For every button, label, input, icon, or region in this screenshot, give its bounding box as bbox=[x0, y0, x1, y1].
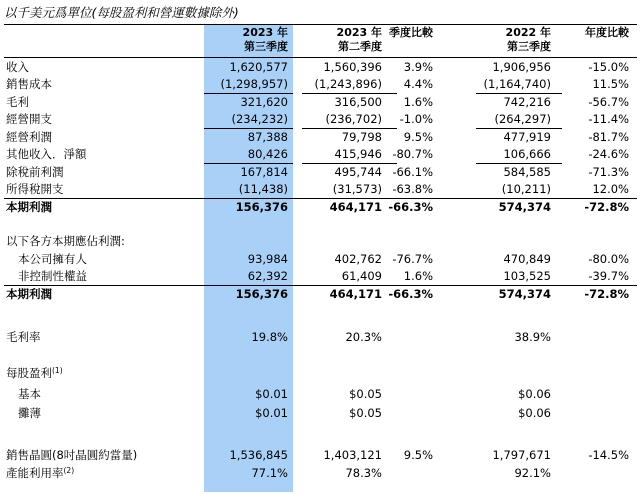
table-cell: $0.05 bbox=[349, 387, 382, 401]
table-cell: 所得稅開支 bbox=[6, 182, 64, 196]
table-row bbox=[4, 251, 637, 267]
table-cell: 1.6% bbox=[403, 269, 433, 283]
header-col-2023q3 bbox=[243, 26, 288, 56]
table-row bbox=[4, 164, 637, 180]
table-row bbox=[4, 76, 637, 92]
table-cell: 每股盈利 bbox=[6, 366, 52, 380]
table-cell: -56.7% bbox=[588, 95, 629, 109]
table-row bbox=[4, 386, 637, 402]
table-row-total bbox=[4, 286, 637, 302]
table-cell: 156,376 bbox=[235, 287, 288, 301]
table-cell: 79,798 bbox=[341, 130, 382, 144]
table-row bbox=[4, 405, 637, 421]
table-cell: 574,374 bbox=[498, 200, 551, 214]
table-cell: 1,797,671 bbox=[492, 448, 551, 462]
table-cell: 1,403,121 bbox=[323, 448, 382, 462]
table-row bbox=[4, 111, 637, 127]
table-cell: 61,409 bbox=[341, 269, 382, 283]
table-cell: -66.3% bbox=[388, 287, 433, 301]
table-cell: 其他收入．淨額 bbox=[6, 147, 87, 161]
table-cell: -71.3% bbox=[588, 165, 629, 179]
table-cell: -63.8% bbox=[392, 182, 433, 196]
table-cell: 156,376 bbox=[235, 200, 288, 214]
table-cell: (1,243,896) bbox=[314, 77, 382, 91]
table-cell: (31,573) bbox=[332, 182, 382, 196]
table-cell: 本期利潤 bbox=[6, 287, 52, 301]
table-cell: 464,171 bbox=[329, 287, 382, 301]
table-cell: 103,525 bbox=[503, 269, 551, 283]
table-cell: 第三季度 bbox=[507, 40, 551, 53]
table-cell: 87,388 bbox=[247, 130, 288, 144]
table-cell: 402,762 bbox=[334, 252, 382, 266]
table-cell: (236,702) bbox=[325, 112, 382, 126]
table-cell: 11.5% bbox=[592, 77, 629, 91]
table-cell: 收入 bbox=[6, 60, 29, 74]
table-cell: (264,297) bbox=[494, 112, 551, 126]
table-cell: 1,620,577 bbox=[229, 60, 288, 74]
table-row bbox=[4, 447, 637, 463]
header-col-2023q2 bbox=[337, 26, 382, 56]
table-cell: 除稅前利潤 bbox=[6, 165, 64, 179]
table-cell: 9.5% bbox=[403, 130, 433, 144]
table-cell: 167,814 bbox=[240, 165, 288, 179]
footnote-marker: (2) bbox=[63, 466, 75, 475]
table-row bbox=[4, 129, 637, 145]
table-cell: $0.01 bbox=[255, 406, 288, 420]
table-cell: 92.1% bbox=[514, 466, 551, 480]
table-cell: 321,620 bbox=[240, 95, 288, 109]
table-cell: -72.8% bbox=[584, 287, 629, 301]
section-title bbox=[4, 233, 637, 249]
table-cell: -66.3% bbox=[388, 200, 433, 214]
table-cell: -1.0% bbox=[399, 112, 433, 126]
table-cell: 銷售晶圓(8吋晶圓約當量) bbox=[6, 448, 138, 462]
table-cell: -80.7% bbox=[392, 147, 433, 161]
table-cell: -81.7% bbox=[588, 130, 629, 144]
table-cell: 477,919 bbox=[503, 130, 551, 144]
table-row bbox=[4, 181, 637, 197]
table-cell: 742,216 bbox=[503, 95, 551, 109]
table-cell: 非控制性權益 bbox=[18, 269, 87, 283]
table-cell: (10,211) bbox=[501, 182, 551, 196]
table-cell: $0.06 bbox=[518, 406, 551, 420]
table-cell: $0.01 bbox=[255, 387, 288, 401]
table-cell: 毛利 bbox=[6, 95, 29, 109]
table-cell: -11.4% bbox=[588, 112, 629, 126]
table-cell: 1,560,396 bbox=[323, 60, 382, 74]
table-cell: 產能利用率 bbox=[6, 466, 64, 480]
table-cell: 470,849 bbox=[503, 252, 551, 266]
header-col-qoq: 季度比較 bbox=[389, 26, 433, 39]
table-cell: 4.4% bbox=[403, 77, 433, 91]
table-row bbox=[4, 268, 637, 284]
table-cell: (234,232) bbox=[231, 112, 288, 126]
table-cell: 1,906,956 bbox=[492, 60, 551, 74]
table-row bbox=[4, 465, 637, 481]
table-cell: -15.0% bbox=[588, 60, 629, 74]
table-cell: 基本 bbox=[18, 387, 41, 401]
table-cell: 第三季度 bbox=[244, 40, 288, 53]
table-cell: 1,536,845 bbox=[229, 448, 288, 462]
header-rule bbox=[4, 57, 637, 58]
table-cell: 攤薄 bbox=[18, 406, 41, 420]
table-cell: 2023 年 bbox=[242, 26, 288, 39]
table-cell: $0.06 bbox=[518, 387, 551, 401]
table-row bbox=[4, 329, 637, 345]
table-row bbox=[4, 146, 637, 162]
table-cell: 毛利率 bbox=[6, 330, 41, 344]
table-cell: 3.9% bbox=[403, 60, 433, 74]
table-cell: $0.05 bbox=[349, 406, 382, 420]
table-cell: -72.8% bbox=[584, 200, 629, 214]
table-cell: (11,438) bbox=[238, 182, 288, 196]
table-cell: 2022 年 bbox=[505, 26, 551, 39]
header-col-yoy: 年度比較 bbox=[585, 26, 629, 39]
table-cell: -66.1% bbox=[392, 165, 433, 179]
table-cell: 464,171 bbox=[329, 200, 382, 214]
table-header bbox=[4, 26, 637, 56]
table-cell: 62,392 bbox=[247, 269, 288, 283]
table-cell: 本公司擁有人 bbox=[18, 252, 87, 266]
footnote-marker: (1) bbox=[52, 366, 63, 375]
table-cell: 77.1% bbox=[251, 466, 288, 480]
table-cell: 415,946 bbox=[334, 147, 382, 161]
table-cell: 20.3% bbox=[345, 330, 382, 344]
table-cell: 106,666 bbox=[503, 147, 551, 161]
table-cell: 銷售成本 bbox=[6, 77, 52, 91]
section-title bbox=[4, 365, 637, 381]
table-cell: 574,374 bbox=[498, 287, 551, 301]
table-cell: 93,984 bbox=[247, 252, 288, 266]
table-cell: 第二季度 bbox=[338, 40, 382, 53]
table-row-total bbox=[4, 199, 637, 215]
table-cell: -39.7% bbox=[588, 269, 629, 283]
table-cell: 本期利潤 bbox=[6, 200, 52, 214]
table-cell: (1,298,957) bbox=[220, 77, 288, 91]
table-cell: -14.5% bbox=[588, 448, 629, 462]
table-cell: 495,744 bbox=[334, 165, 382, 179]
table-caption: 以千美元爲單位(每股盈利和營運數據除外) bbox=[4, 5, 239, 20]
table-cell: 經營利潤 bbox=[6, 130, 52, 144]
table-cell: 584,585 bbox=[503, 165, 551, 179]
table-row bbox=[4, 59, 637, 75]
table-cell: 1.6% bbox=[403, 95, 433, 109]
table-cell: -24.6% bbox=[588, 147, 629, 161]
table-cell: 80,426 bbox=[247, 147, 288, 161]
table-cell: -76.7% bbox=[392, 252, 433, 266]
financial-table bbox=[4, 24, 637, 492]
table-cell: 12.0% bbox=[592, 182, 629, 196]
table-cell: 78.3% bbox=[345, 466, 382, 480]
table-cell: -80.0% bbox=[588, 252, 629, 266]
table-cell: 38.9% bbox=[514, 330, 551, 344]
table-cell: 經營開支 bbox=[6, 112, 52, 126]
table-cell: 以下各方本期應佔利潤: bbox=[6, 234, 125, 248]
table-cell: 9.5% bbox=[403, 448, 433, 462]
table-cell: 316,500 bbox=[334, 95, 382, 109]
header-col-2022q3 bbox=[506, 26, 551, 56]
table-row bbox=[4, 94, 637, 110]
table-cell: 2023 年 bbox=[336, 26, 382, 39]
table-cell: (1,164,740) bbox=[483, 77, 551, 91]
table-cell: 19.8% bbox=[251, 330, 288, 344]
